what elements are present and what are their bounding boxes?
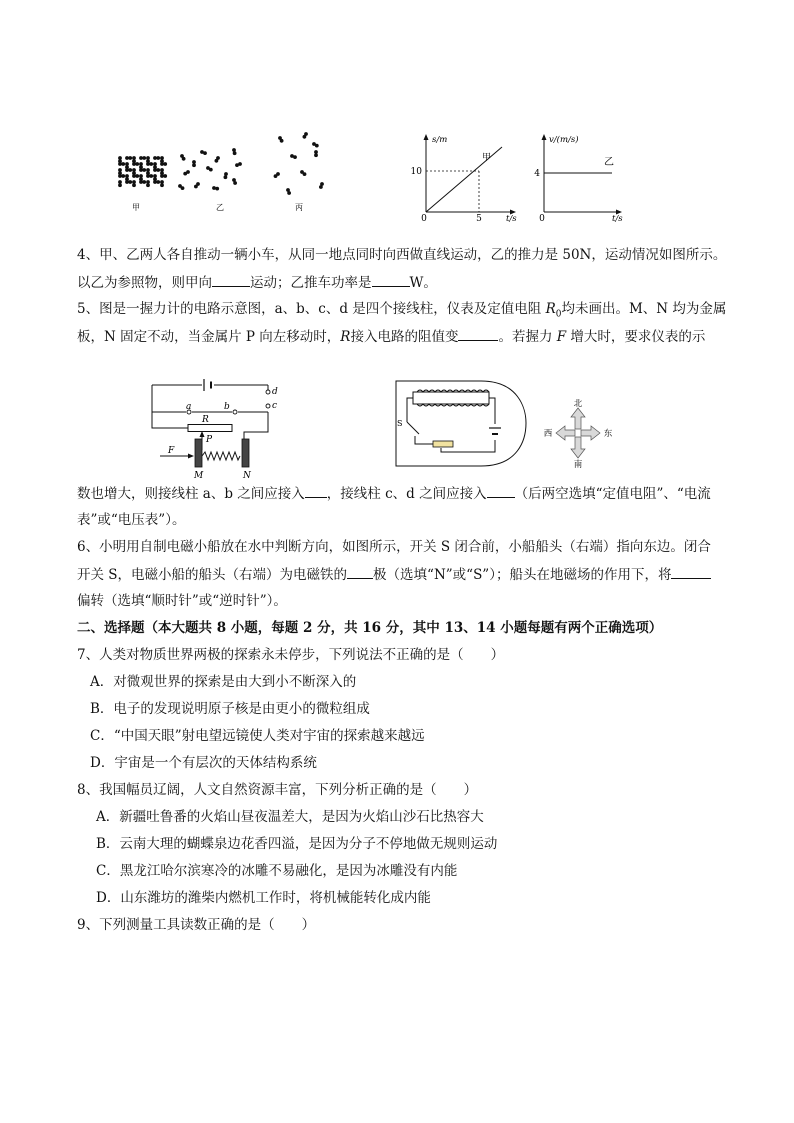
q7-option-b[interactable]: B．电子的发现说明原子核是由更小的微粒组成 bbox=[90, 701, 370, 717]
particle-clusters bbox=[118, 132, 324, 195]
particle-dot bbox=[314, 153, 318, 157]
particle-dot bbox=[135, 162, 139, 166]
particle-dot bbox=[142, 168, 146, 172]
particle-dot bbox=[233, 181, 237, 185]
particle-dot bbox=[194, 185, 198, 189]
q5-line-1: 5、图是一握力计的电路示意图，a、b、c、d 是四个接线柱，仪表及定值电阻 $R_0$均未画出。M、N 均为金属 bbox=[77, 301, 727, 320]
series-label: 甲 bbox=[482, 153, 492, 163]
y-tick-label: 10 bbox=[410, 167, 422, 177]
q4-line-1: 4、甲、乙两人各自推动一辆小车，从同一地点同时向西做直线运动，乙的推力是 50N，运动情况如图所示。 bbox=[77, 247, 727, 263]
particle-dot bbox=[235, 163, 239, 167]
compass-north: 北 bbox=[573, 399, 583, 409]
q5-blank-3[interactable] bbox=[487, 483, 515, 498]
x-axis-label: t/s bbox=[506, 214, 517, 222]
particle-dot bbox=[132, 183, 136, 187]
electromagnetic-boat-figure bbox=[393, 378, 529, 470]
q6-line-1: 6、小明用自制电磁小船放在水中判断方向，如图所示，开关 S 闭合前，小船船头（右端）指向东边。闭合 bbox=[77, 539, 711, 555]
q5-blank-1[interactable] bbox=[458, 326, 498, 341]
y-axis-arrow bbox=[424, 134, 429, 140]
slider-label: P bbox=[206, 435, 213, 445]
q5-line-2: 板，N 固定不动，当金属片 P 向左移动时，R接入电路的阻值变 。若握力 F 增大时，要求仪表的示 bbox=[77, 326, 737, 347]
q6-blank-1[interactable] bbox=[347, 564, 373, 579]
compass-south: 南 bbox=[573, 460, 583, 468]
particle-dot bbox=[149, 162, 153, 166]
q7-option-c[interactable]: C．“中国天眼”射电望远镜使人类对宇宙的探索越来越远 bbox=[90, 728, 425, 744]
q7-option-a[interactable]: A．对微观世界的探索是由大到小不断深入的 bbox=[90, 674, 357, 690]
particle-dot bbox=[293, 155, 297, 159]
terminal-a: a bbox=[186, 402, 192, 412]
label-bing: 丙 bbox=[295, 203, 303, 212]
s-t-graph bbox=[402, 130, 527, 222]
particle-dot bbox=[280, 139, 284, 143]
terminal-c: c bbox=[272, 401, 278, 411]
q7-stem: 7、人类对物质世界两极的探索永未停步，下列说法不正确的是（ ） bbox=[77, 647, 505, 663]
compass-figure bbox=[540, 398, 620, 468]
compass-east: 东 bbox=[603, 429, 613, 439]
particle-dot bbox=[146, 183, 150, 187]
q5-line-4: 表”或“电压表”）。 bbox=[77, 512, 186, 528]
particle-dot bbox=[183, 172, 187, 176]
particle-dot bbox=[274, 174, 278, 178]
switch-label: S bbox=[397, 419, 403, 428]
q8-option-d[interactable]: D．山东潍坊的潍柴内燃机工作时，将机械能转化成内能 bbox=[96, 890, 431, 906]
origin-label: 0 bbox=[539, 214, 545, 222]
particle-dot bbox=[121, 174, 125, 178]
particle-dot bbox=[156, 156, 160, 160]
particle-dot bbox=[315, 144, 319, 148]
terminal-b: b bbox=[224, 402, 230, 412]
particle-dot bbox=[287, 191, 291, 195]
particle-dot bbox=[118, 183, 122, 187]
particle-dot bbox=[160, 183, 164, 187]
particle-dot bbox=[142, 156, 146, 160]
label-yi: 乙 bbox=[216, 203, 224, 212]
particle-dot bbox=[163, 174, 167, 178]
particle-dot bbox=[142, 180, 146, 184]
q8-option-c[interactable]: C．黑龙江哈尔滨寒冷的冰雕不易融化，是因为冰雕没有内能 bbox=[96, 863, 458, 879]
q6-line-2: 开关 S，电磁小船的船头（右端）为电磁铁的 极（选填“N”或“S”）；船头在地磁场的作用下，将 bbox=[77, 564, 737, 585]
force-label: F bbox=[168, 446, 175, 456]
v-t-graph bbox=[528, 130, 632, 222]
particle-dot bbox=[121, 162, 125, 166]
particle-dot bbox=[215, 159, 219, 163]
q6-line-3: 偏转（选填“顺时针”或“逆时针”）。 bbox=[77, 593, 287, 609]
particle-dot bbox=[319, 185, 323, 189]
particle-dot bbox=[233, 151, 237, 155]
y-axis-arrow bbox=[542, 134, 547, 140]
q8-stem: 8、我国幅员辽阔，人文自然资源丰富，下列分析正确的是（ ） bbox=[77, 782, 478, 798]
label-jia: 甲 bbox=[132, 203, 140, 212]
particle-dot bbox=[156, 180, 160, 184]
particle-dot bbox=[203, 151, 207, 155]
q5-blank-2[interactable] bbox=[305, 483, 327, 498]
particle-dot bbox=[181, 186, 185, 190]
particle-dot bbox=[215, 187, 219, 191]
q9-stem: 9、下列测量工具读数正确的是（ ） bbox=[77, 917, 316, 933]
particle-dot bbox=[149, 174, 153, 178]
particle-dot bbox=[128, 180, 132, 184]
q4-blank-2[interactable] bbox=[372, 272, 410, 287]
plate-m-label: M bbox=[194, 471, 204, 480]
compass-west: 西 bbox=[543, 429, 553, 439]
x-axis-label: t/s bbox=[612, 214, 623, 222]
grip-circuit-figure bbox=[148, 376, 288, 480]
particle-dot bbox=[303, 135, 307, 139]
series-label: 乙 bbox=[604, 157, 614, 168]
q5-line-3: 数也增大，则接线柱 a、b 之间应接入 ，接线柱 c、d 之间应接入 （后两空选填“定值电阻”、“电流 bbox=[77, 483, 737, 504]
q4-line-2: 以乙为参照物，则甲向 运动；乙推车功率是 W。 bbox=[77, 272, 737, 293]
particle-dot bbox=[212, 186, 216, 190]
q6-blank-2[interactable] bbox=[671, 564, 711, 579]
y-tick-label: 4 bbox=[534, 169, 540, 179]
particle-dot bbox=[135, 174, 139, 178]
terminal-d: d bbox=[272, 387, 278, 397]
particle-dot bbox=[182, 157, 186, 161]
particle-models-figure bbox=[110, 128, 340, 216]
resistor-label: R bbox=[202, 415, 209, 425]
particle-dot bbox=[192, 163, 196, 167]
particle-dot bbox=[303, 172, 307, 176]
y-axis-label: s/m bbox=[432, 135, 448, 145]
particle-dot bbox=[224, 175, 228, 179]
q8-option-b[interactable]: B．云南大理的蝴蝶泉边花香四溢，是因为分子不停地做无规则运动 bbox=[96, 836, 498, 852]
origin-label: 0 bbox=[421, 214, 427, 222]
particle-dot bbox=[232, 148, 236, 152]
q4-blank-1[interactable] bbox=[212, 272, 250, 287]
particle-dot bbox=[163, 162, 167, 166]
particle-dot bbox=[156, 168, 160, 172]
particle-dot bbox=[128, 156, 132, 160]
x-tick-label: 5 bbox=[476, 214, 482, 222]
q8-option-a[interactable]: A．新疆吐鲁番的火焰山昼夜温差大，是因为火焰山沙石比热容大 bbox=[96, 809, 484, 825]
y-axis-label: v/(m/s) bbox=[549, 135, 579, 145]
section-2-heading: 二、选择题（本大题共 8 小题，每题 2 分，共 16 分，其中 13、14 小题每题有两个正确选项） bbox=[77, 620, 663, 636]
particle-dot bbox=[209, 168, 213, 172]
particle-dot bbox=[128, 168, 132, 172]
plate-n-label: N bbox=[243, 471, 251, 480]
q7-option-d[interactable]: D．宇宙是一个有层次的天体结构系统 bbox=[90, 755, 317, 771]
particle-dot bbox=[224, 172, 228, 176]
